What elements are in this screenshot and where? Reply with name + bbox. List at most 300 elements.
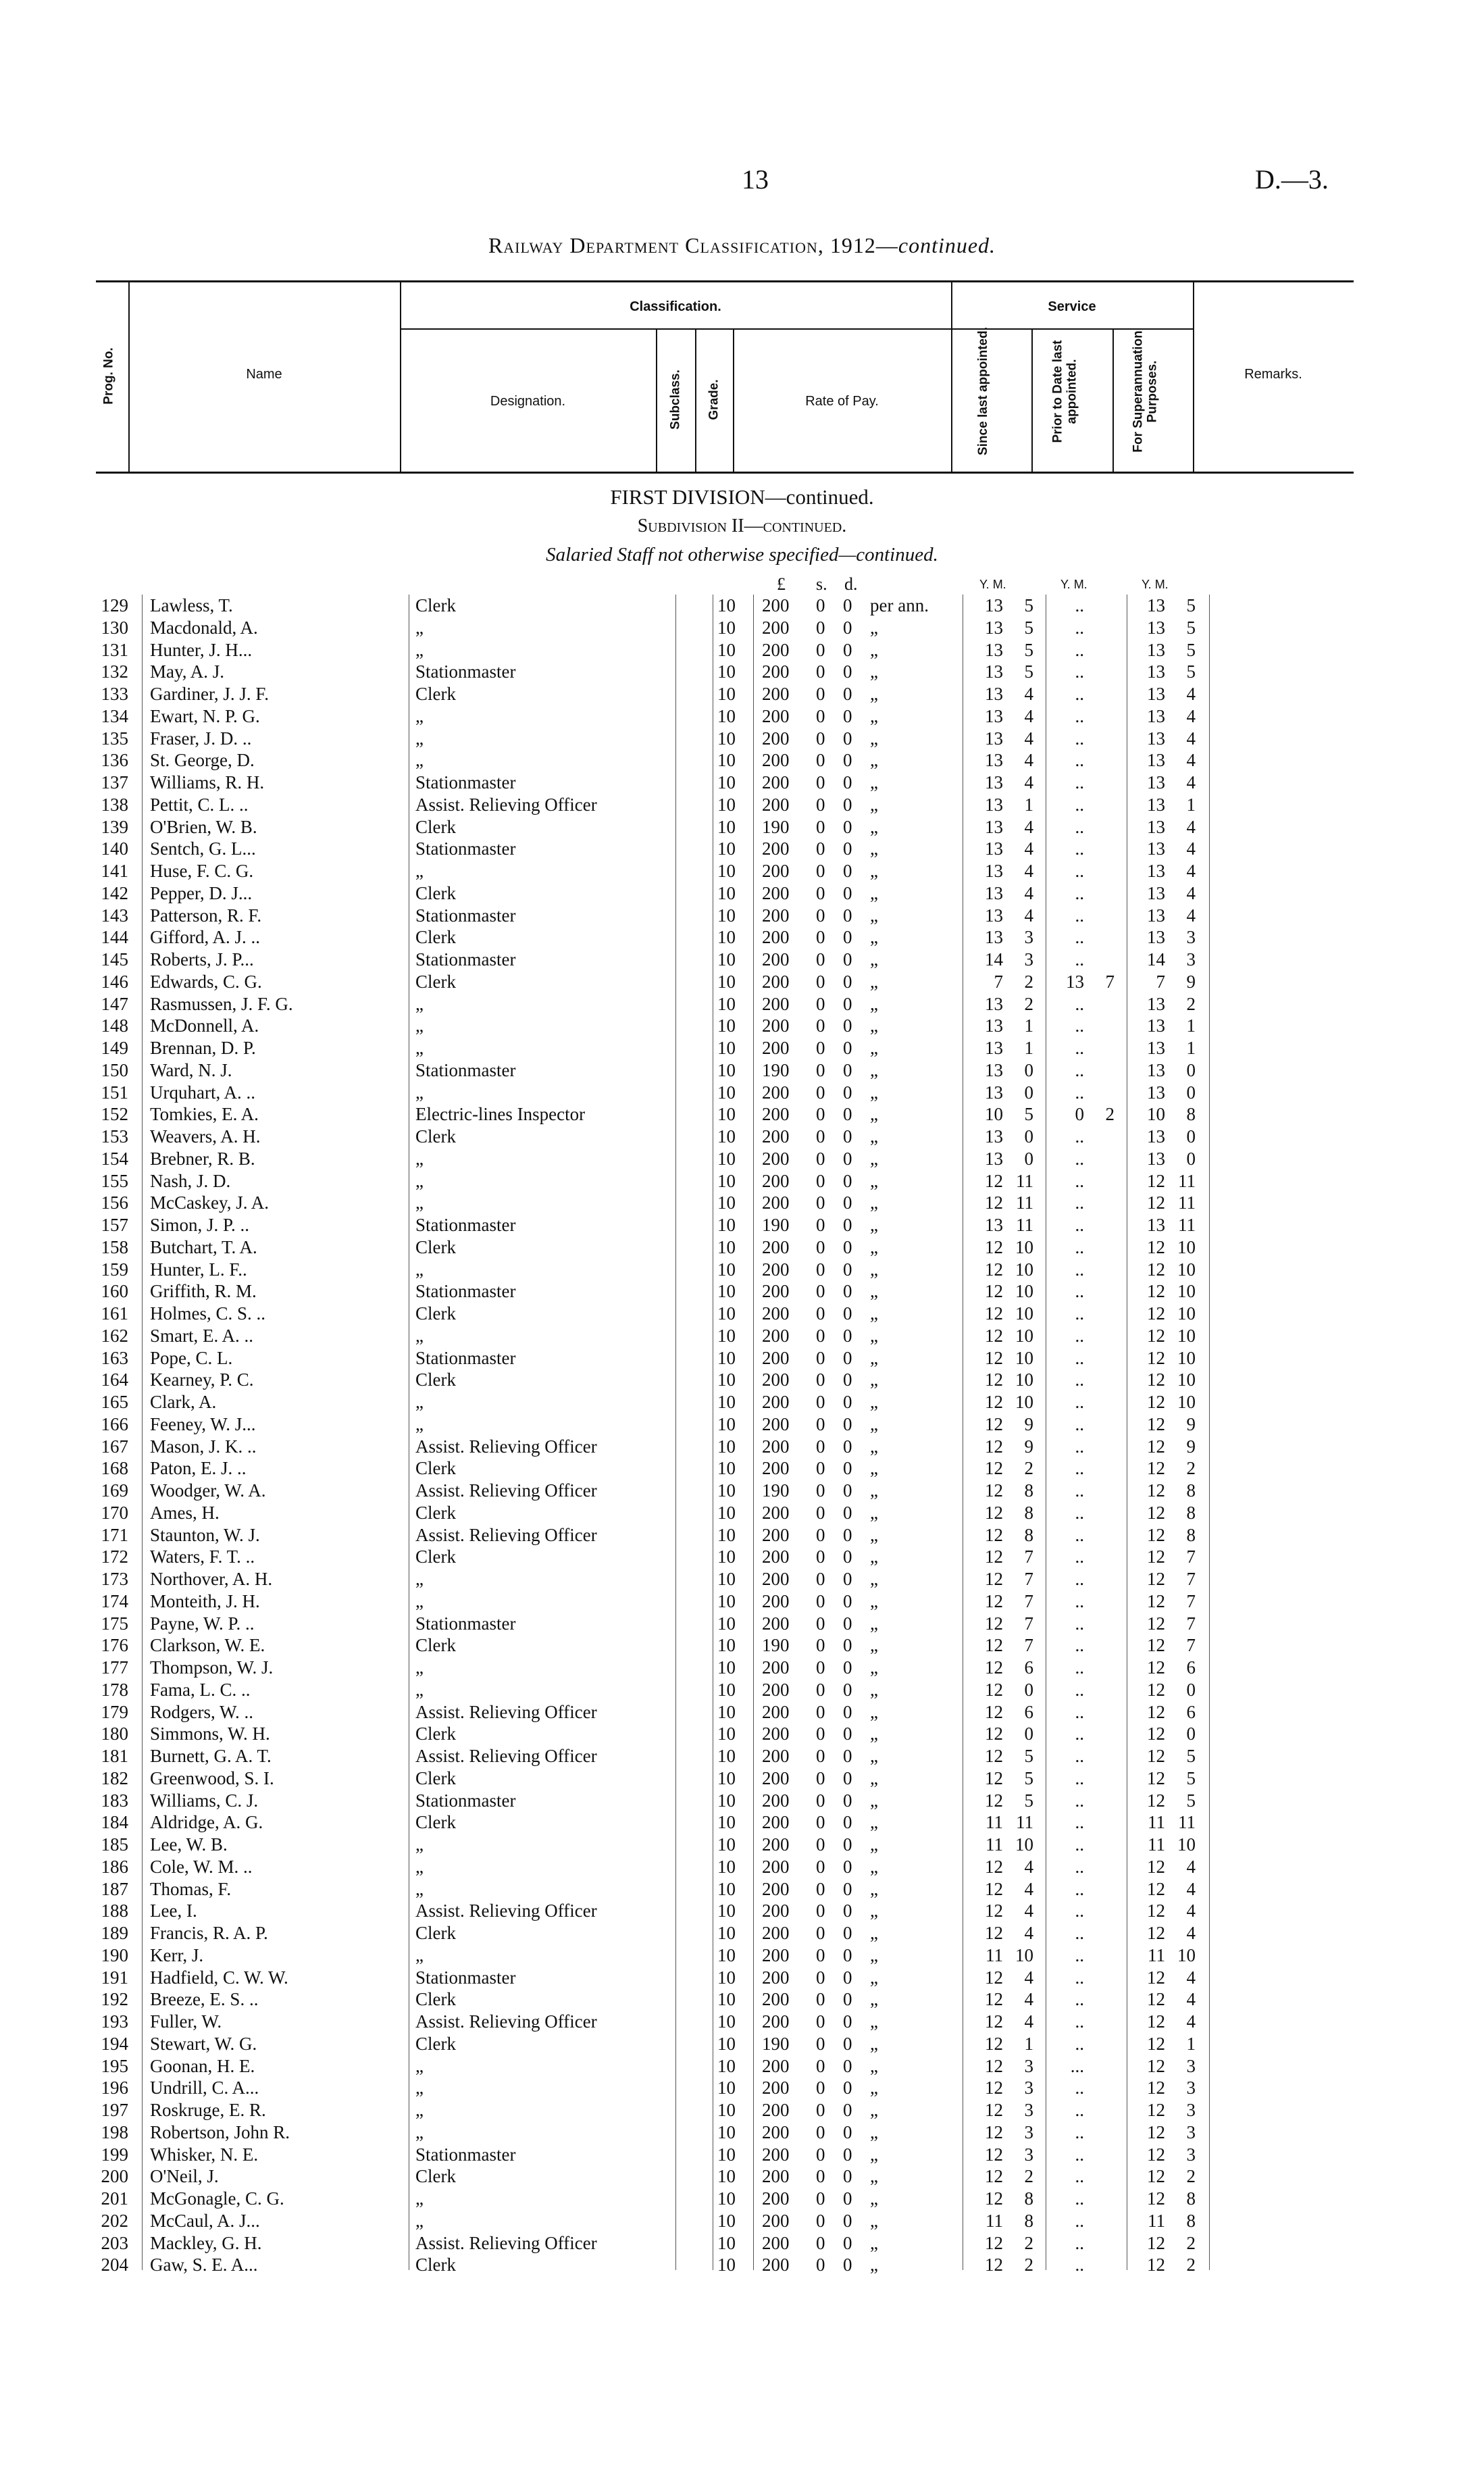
pay-period-cell: „ — [870, 1723, 878, 1744]
table-row — [0, 1502, 1484, 1524]
prog-no-cell: 135 — [101, 728, 128, 749]
prior-years-cell: .. — [1075, 1967, 1084, 1988]
designation-cell: Assist. Relieving Officer — [415, 2232, 597, 2253]
grade-cell: 10 — [717, 1944, 736, 1965]
since-months-cell: 3 — [1024, 949, 1033, 970]
prior-years-cell: .. — [1075, 1723, 1084, 1744]
designation-cell: „ — [415, 2055, 424, 2076]
designation-cell: Clerk — [415, 684, 456, 704]
table-row — [0, 1922, 1484, 1944]
table-row — [0, 1834, 1484, 1856]
prior-years-cell: .. — [1075, 1790, 1084, 1811]
pay-pence-cell: 0 — [843, 1104, 852, 1125]
unit-ym-prior: Y. M. — [1060, 578, 1088, 591]
since-years-cell: 13 — [985, 595, 1003, 615]
grade-cell: 10 — [717, 1126, 736, 1147]
pay-shillings-cell: 0 — [816, 1701, 825, 1722]
since-months-cell: 1 — [1024, 2033, 1033, 2054]
prior-years-cell: .. — [1075, 1613, 1084, 1634]
pay-shillings-cell: 0 — [816, 1480, 825, 1501]
prog-no-cell: 180 — [101, 1723, 128, 1744]
name-cell: Roskruge, E. R. — [150, 2100, 266, 2120]
name-cell: Undrill, C. A... — [150, 2078, 259, 2098]
name-cell: Brebner, R. B. — [150, 1148, 255, 1169]
pay-period-cell: „ — [870, 1812, 878, 1833]
pay-pence-cell: 0 — [843, 728, 852, 749]
since-months-cell: 1 — [1024, 1038, 1033, 1058]
table-row — [0, 639, 1484, 661]
pay-pence-cell: 0 — [843, 2100, 852, 2120]
prior-months-cell: 2 — [1105, 1104, 1115, 1125]
classification-underline — [400, 328, 951, 330]
pay-shillings-cell: 0 — [816, 1856, 825, 1877]
name-cell: McGonagle, C. G. — [150, 2188, 284, 2209]
super-years-cell: 13 — [1147, 617, 1165, 638]
super-years-cell: 13 — [1147, 905, 1165, 926]
pay-shillings-cell: 0 — [816, 1392, 825, 1412]
super-years-cell: 13 — [1147, 595, 1165, 615]
pay-pounds-cell: 200 — [762, 2055, 790, 2076]
pay-period-cell: „ — [870, 772, 878, 792]
prog-no-cell: 141 — [101, 861, 128, 881]
since-years-cell: 13 — [985, 684, 1003, 704]
since-years-cell: 12 — [985, 1989, 1003, 2010]
designation-cell: „ — [415, 2078, 424, 2098]
prior-years-cell: .. — [1075, 2210, 1084, 2231]
super-months-cell: 2 — [1186, 2255, 1196, 2275]
table-row — [0, 1568, 1484, 1590]
table-row — [0, 1480, 1484, 1502]
pay-pence-cell: 0 — [843, 2011, 852, 2032]
since-years-cell: 12 — [985, 1701, 1003, 1722]
grade-cell: 10 — [717, 1767, 736, 1788]
prior-years-cell: .. — [1075, 639, 1084, 660]
pay-pence-cell: 0 — [843, 2055, 852, 2076]
grade-cell: 10 — [717, 2100, 736, 2120]
grade-cell: 10 — [717, 1635, 736, 1656]
prior-years-cell: .. — [1075, 1347, 1084, 1368]
since-years-cell: 13 — [985, 1215, 1003, 1235]
grade-cell: 10 — [717, 684, 736, 704]
pay-pounds-cell: 200 — [762, 1015, 790, 1036]
since-months-cell: 5 — [1024, 617, 1033, 638]
pay-pence-cell: 0 — [843, 1059, 852, 1080]
prior-years-cell: 13 — [1066, 971, 1084, 992]
name-cell: Thompson, W. J. — [150, 1657, 274, 1678]
pay-shillings-cell: 0 — [816, 1546, 825, 1567]
grade-cell: 10 — [717, 2144, 736, 2165]
pay-pence-cell: 0 — [843, 838, 852, 859]
super-years-cell: 13 — [1147, 1015, 1165, 1036]
pay-shillings-cell: 0 — [816, 1347, 825, 1368]
pay-pounds-cell: 200 — [762, 1546, 790, 1567]
name-cell: Brennan, D. P. — [150, 1038, 256, 1058]
pay-pence-cell: 0 — [843, 1215, 852, 1235]
super-months-cell: 3 — [1186, 2100, 1196, 2120]
super-years-cell: 13 — [1147, 927, 1165, 948]
prog-no-cell: 200 — [101, 2166, 128, 2187]
name-cell: Ward, N. J. — [150, 1059, 232, 1080]
pay-period-cell: „ — [870, 1569, 878, 1589]
prior-years-cell: .. — [1075, 595, 1084, 615]
pay-pence-cell: 0 — [843, 1812, 852, 1833]
pay-pounds-cell: 200 — [762, 1502, 790, 1523]
since-months-cell: 0 — [1024, 1126, 1033, 1147]
prior-years-cell: .. — [1075, 2121, 1084, 2142]
prior-years-cell: .. — [1075, 750, 1084, 771]
table-row — [0, 1811, 1484, 1834]
pay-pence-cell: 0 — [843, 1944, 852, 1965]
super-years-cell: 13 — [1147, 794, 1165, 815]
since-months-cell: 7 — [1024, 1635, 1033, 1656]
pay-shillings-cell: 0 — [816, 1901, 825, 1921]
name-cell: Huse, F. C. G. — [150, 861, 254, 881]
super-years-cell: 12 — [1147, 2188, 1165, 2209]
pay-pence-cell: 0 — [843, 1613, 852, 1634]
pay-pence-cell: 0 — [843, 1767, 852, 1788]
prior-years-cell: .. — [1075, 861, 1084, 881]
pay-period-cell: „ — [870, 2210, 878, 2231]
since-years-cell: 12 — [985, 2078, 1003, 2098]
designation-cell: Stationmaster — [415, 772, 516, 792]
pay-pence-cell: 0 — [843, 1746, 852, 1766]
super-years-cell: 12 — [1147, 2100, 1165, 2120]
pay-shillings-cell: 0 — [816, 1281, 825, 1302]
table-row — [0, 1723, 1484, 1745]
prior-years-cell: .. — [1075, 1458, 1084, 1479]
table-row — [0, 1413, 1484, 1436]
name-cell: Kerr, J. — [150, 1944, 204, 1965]
pay-pence-cell: 0 — [843, 1679, 852, 1700]
designation-cell: Stationmaster — [415, 949, 516, 970]
name-cell: Rodgers, W. .. — [150, 1701, 254, 1722]
name-cell: Gardiner, J. J. F. — [150, 684, 269, 704]
grade-cell: 10 — [717, 750, 736, 771]
super-months-cell: 10 — [1177, 1281, 1196, 1302]
since-months-cell: 4 — [1024, 1923, 1033, 1943]
super-months-cell: 4 — [1186, 905, 1196, 926]
pay-shillings-cell: 0 — [816, 617, 825, 638]
pay-pence-cell: 0 — [843, 617, 852, 638]
pay-pounds-cell: 200 — [762, 1878, 790, 1899]
pay-pounds-cell: 200 — [762, 661, 790, 682]
pay-period-cell: „ — [870, 2144, 878, 2165]
name-cell: Goonan, H. E. — [150, 2055, 255, 2076]
super-months-cell: 6 — [1186, 1701, 1196, 1722]
name-cell: Williams, C. J. — [150, 1790, 259, 1811]
pay-shillings-cell: 0 — [816, 2255, 825, 2275]
since-years-cell: 13 — [985, 705, 1003, 726]
pay-shillings-cell: 0 — [816, 1369, 825, 1390]
name-cell: Fraser, J. D. .. — [150, 728, 252, 749]
prog-no-cell: 185 — [101, 1834, 128, 1855]
pay-pence-cell: 0 — [843, 1126, 852, 1147]
prog-no-cell: 130 — [101, 617, 128, 638]
grade-cell: 10 — [717, 1901, 736, 1921]
pay-pence-cell: 0 — [843, 1170, 852, 1191]
designation-cell: Stationmaster — [415, 1281, 516, 1302]
pay-pounds-cell: 200 — [762, 927, 790, 948]
designation-cell: Clerk — [415, 1126, 456, 1147]
pay-pence-cell: 0 — [843, 1901, 852, 1921]
designation-cell: „ — [415, 1590, 424, 1611]
grade-cell: 10 — [717, 1546, 736, 1567]
since-months-cell: 4 — [1024, 772, 1033, 792]
pay-shillings-cell: 0 — [816, 1944, 825, 1965]
header-divider — [695, 330, 696, 472]
since-years-cell: 13 — [985, 1059, 1003, 1080]
prior-years-cell: .. — [1075, 838, 1084, 859]
super-years-cell: 12 — [1147, 2166, 1165, 2187]
title-main: Railway Department Classification, 1912— — [488, 233, 898, 257]
pay-shillings-cell: 0 — [816, 905, 825, 926]
name-cell: Urquhart, A. .. — [150, 1082, 255, 1103]
since-years-cell: 12 — [985, 1303, 1003, 1324]
designation-cell: Clerk — [415, 927, 456, 948]
prog-no-cell: 170 — [101, 1502, 128, 1523]
designation-cell: Clerk — [415, 1635, 456, 1656]
table-row — [0, 1325, 1484, 1347]
designation-cell: Stationmaster — [415, 905, 516, 926]
pay-pence-cell: 0 — [843, 661, 852, 682]
name-cell: Simon, J. P. .. — [150, 1215, 250, 1235]
pay-pence-cell: 0 — [843, 1148, 852, 1169]
pay-pounds-cell: 200 — [762, 1901, 790, 1921]
pay-pounds-cell: 190 — [762, 1215, 790, 1235]
table-row — [0, 1037, 1484, 1059]
since-years-cell: 13 — [985, 750, 1003, 771]
pay-period-cell: „ — [870, 1679, 878, 1700]
prog-no-cell: 175 — [101, 1613, 128, 1634]
name-cell: Patterson, R. F. — [150, 905, 262, 926]
since-years-cell: 13 — [985, 794, 1003, 815]
name-cell: Feeney, W. J... — [150, 1413, 256, 1434]
grade-cell: 10 — [717, 882, 736, 903]
designation-cell: Clerk — [415, 595, 456, 615]
since-months-cell: 10 — [1015, 1944, 1033, 1965]
designation-cell: „ — [415, 1657, 424, 1678]
prog-no-cell: 173 — [101, 1569, 128, 1589]
pay-period-cell: „ — [870, 705, 878, 726]
since-years-cell: 12 — [985, 1436, 1003, 1457]
super-years-cell: 12 — [1147, 1303, 1165, 1324]
grade-cell: 10 — [717, 927, 736, 948]
super-months-cell: 4 — [1186, 861, 1196, 881]
since-months-cell: 3 — [1024, 927, 1033, 948]
super-years-cell: 12 — [1147, 1701, 1165, 1722]
pay-pence-cell: 0 — [843, 1635, 852, 1656]
pay-pounds-cell: 200 — [762, 2121, 790, 2142]
super-years-cell: 13 — [1147, 882, 1165, 903]
pay-shillings-cell: 0 — [816, 971, 825, 992]
pay-pounds-cell: 200 — [762, 2078, 790, 2098]
pay-period-cell: „ — [870, 1126, 878, 1147]
pay-pence-cell: 0 — [843, 794, 852, 815]
pay-shillings-cell: 0 — [816, 2055, 825, 2076]
super-months-cell: 6 — [1186, 1657, 1196, 1678]
prior-years-cell: .. — [1075, 816, 1084, 837]
super-years-cell: 12 — [1147, 2255, 1165, 2275]
pay-pence-cell: 0 — [843, 1347, 852, 1368]
pay-pounds-cell: 200 — [762, 595, 790, 615]
pay-pounds-cell: 200 — [762, 949, 790, 970]
designation-cell: „ — [415, 1679, 424, 1700]
since-months-cell: 8 — [1024, 1524, 1033, 1545]
pay-pounds-cell: 200 — [762, 1281, 790, 1302]
since-years-cell: 12 — [985, 1480, 1003, 1501]
prog-no-cell: 166 — [101, 1413, 128, 1434]
since-years-cell: 12 — [985, 2121, 1003, 2142]
pay-pounds-cell: 200 — [762, 1303, 790, 1324]
pay-pence-cell: 0 — [843, 1967, 852, 1988]
name-cell: Woodger, W. A. — [150, 1480, 266, 1501]
prior-years-cell: .. — [1075, 1590, 1084, 1611]
pay-pence-cell: 0 — [843, 1546, 852, 1567]
super-years-cell: 11 — [1148, 1944, 1165, 1965]
designation-cell: Clerk — [415, 816, 456, 837]
pay-period-cell: „ — [870, 993, 878, 1014]
super-months-cell: 2 — [1186, 2232, 1196, 2253]
pay-pence-cell: 0 — [843, 1369, 852, 1390]
since-years-cell: 12 — [985, 1767, 1003, 1788]
pay-shillings-cell: 0 — [816, 595, 825, 615]
prog-no-cell: 164 — [101, 1369, 128, 1390]
since-years-cell: 11 — [986, 1812, 1003, 1833]
super-years-cell: 13 — [1147, 1148, 1165, 1169]
pay-pence-cell: 0 — [843, 1657, 852, 1678]
super-months-cell: 0 — [1186, 1126, 1196, 1147]
since-months-cell: 4 — [1024, 1967, 1033, 1988]
name-cell: Pettit, C. L. .. — [150, 794, 249, 815]
super-months-cell: 4 — [1186, 882, 1196, 903]
super-years-cell: 11 — [1148, 2210, 1165, 2231]
super-years-cell: 12 — [1147, 1480, 1165, 1501]
super-months-cell: 1 — [1186, 2033, 1196, 2054]
super-years-cell: 12 — [1147, 1281, 1165, 1302]
prog-no-cell: 138 — [101, 794, 128, 815]
prior-years-cell: .. — [1075, 905, 1084, 926]
table-row — [0, 1856, 1484, 1878]
table-header — [96, 280, 1354, 474]
pay-shillings-cell: 0 — [816, 2188, 825, 2209]
pay-pounds-cell: 200 — [762, 1392, 790, 1412]
prior-years-cell: .. — [1075, 1834, 1084, 1855]
grade-cell: 10 — [717, 1082, 736, 1103]
table-row — [0, 595, 1484, 617]
grade-cell: 10 — [717, 2055, 736, 2076]
prior-years-cell: .. — [1075, 1259, 1084, 1280]
prior-years-cell: .. — [1075, 1944, 1084, 1965]
col-prog-no: Prog. No. — [101, 347, 116, 405]
grade-cell: 10 — [717, 2011, 736, 2032]
super-months-cell: 4 — [1186, 1856, 1196, 1877]
since-months-cell: 5 — [1024, 1746, 1033, 1766]
name-cell: Cole, W. M. .. — [150, 1856, 253, 1877]
prog-no-cell: 190 — [101, 1944, 128, 1965]
designation-cell: „ — [415, 1082, 424, 1103]
pay-pounds-cell: 200 — [762, 861, 790, 881]
since-months-cell: 6 — [1024, 1701, 1033, 1722]
table-row — [0, 1103, 1484, 1126]
super-months-cell: 11 — [1178, 1170, 1196, 1191]
super-months-cell: 0 — [1186, 1082, 1196, 1103]
table-row — [0, 1082, 1484, 1104]
super-years-cell: 14 — [1147, 949, 1165, 970]
table-row — [0, 1236, 1484, 1259]
pay-pounds-cell: 200 — [762, 1812, 790, 1833]
prog-no-cell: 163 — [101, 1347, 128, 1368]
since-years-cell: 13 — [985, 639, 1003, 660]
name-cell: Waters, F. T. .. — [150, 1546, 255, 1567]
pay-shillings-cell: 0 — [816, 2210, 825, 2231]
grade-cell: 10 — [717, 595, 736, 615]
name-cell: Sentch, G. L... — [150, 838, 256, 859]
pay-shillings-cell: 0 — [816, 1148, 825, 1169]
table-row — [0, 1878, 1484, 1901]
since-years-cell: 13 — [985, 617, 1003, 638]
grade-cell: 10 — [717, 1524, 736, 1545]
grade-cell: 10 — [717, 705, 736, 726]
since-years-cell: 12 — [985, 1635, 1003, 1656]
designation-cell: Clerk — [415, 1546, 456, 1567]
table-row — [0, 1657, 1484, 1679]
pay-period-cell: „ — [870, 1192, 878, 1213]
col-remarks: Remarks. — [1244, 367, 1302, 382]
super-years-cell: 12 — [1147, 1458, 1165, 1479]
name-cell: Tomkies, E. A. — [150, 1104, 259, 1125]
pay-period-cell: „ — [870, 1944, 878, 1965]
since-months-cell: 10 — [1015, 1259, 1033, 1280]
grade-cell: 10 — [717, 1281, 736, 1302]
super-months-cell: 9 — [1186, 1436, 1196, 1457]
designation-cell: „ — [415, 1856, 424, 1877]
pay-period-cell: „ — [870, 1325, 878, 1346]
pay-pounds-cell: 200 — [762, 1458, 790, 1479]
designation-cell: „ — [415, 639, 424, 660]
table-row — [0, 2077, 1484, 2099]
grade-cell: 10 — [717, 1701, 736, 1722]
since-months-cell: 3 — [1024, 2144, 1033, 2165]
since-years-cell: 10 — [985, 1104, 1003, 1125]
super-months-cell: 2 — [1186, 1458, 1196, 1479]
pay-pence-cell: 0 — [843, 1082, 852, 1103]
grade-cell: 10 — [717, 1723, 736, 1744]
table-row — [0, 1015, 1484, 1037]
super-months-cell: 1 — [1186, 794, 1196, 815]
super-years-cell: 12 — [1147, 1967, 1165, 1988]
designation-cell: Clerk — [415, 1303, 456, 1324]
name-cell: Pope, C. L. — [150, 1347, 233, 1368]
prog-no-cell: 151 — [101, 1082, 128, 1103]
pay-pence-cell: 0 — [843, 1569, 852, 1589]
grade-cell: 10 — [717, 1259, 736, 1280]
pay-shillings-cell: 0 — [816, 1746, 825, 1766]
super-years-cell: 12 — [1147, 1679, 1165, 1700]
pay-period-cell: „ — [870, 1104, 878, 1125]
pay-period-cell: „ — [870, 684, 878, 704]
prior-years-cell: .. — [1075, 2255, 1084, 2275]
grade-cell: 10 — [717, 861, 736, 881]
designation-cell: Stationmaster — [415, 1967, 516, 1988]
since-months-cell: 0 — [1024, 1148, 1033, 1169]
pay-pence-cell: 0 — [843, 993, 852, 1014]
pay-pence-cell: 0 — [843, 1436, 852, 1457]
pay-period-cell: „ — [870, 1281, 878, 1302]
prior-years-cell: .. — [1075, 1192, 1084, 1213]
super-months-cell: 4 — [1186, 772, 1196, 792]
since-months-cell: 4 — [1024, 684, 1033, 704]
super-years-cell: 11 — [1148, 1812, 1165, 1833]
